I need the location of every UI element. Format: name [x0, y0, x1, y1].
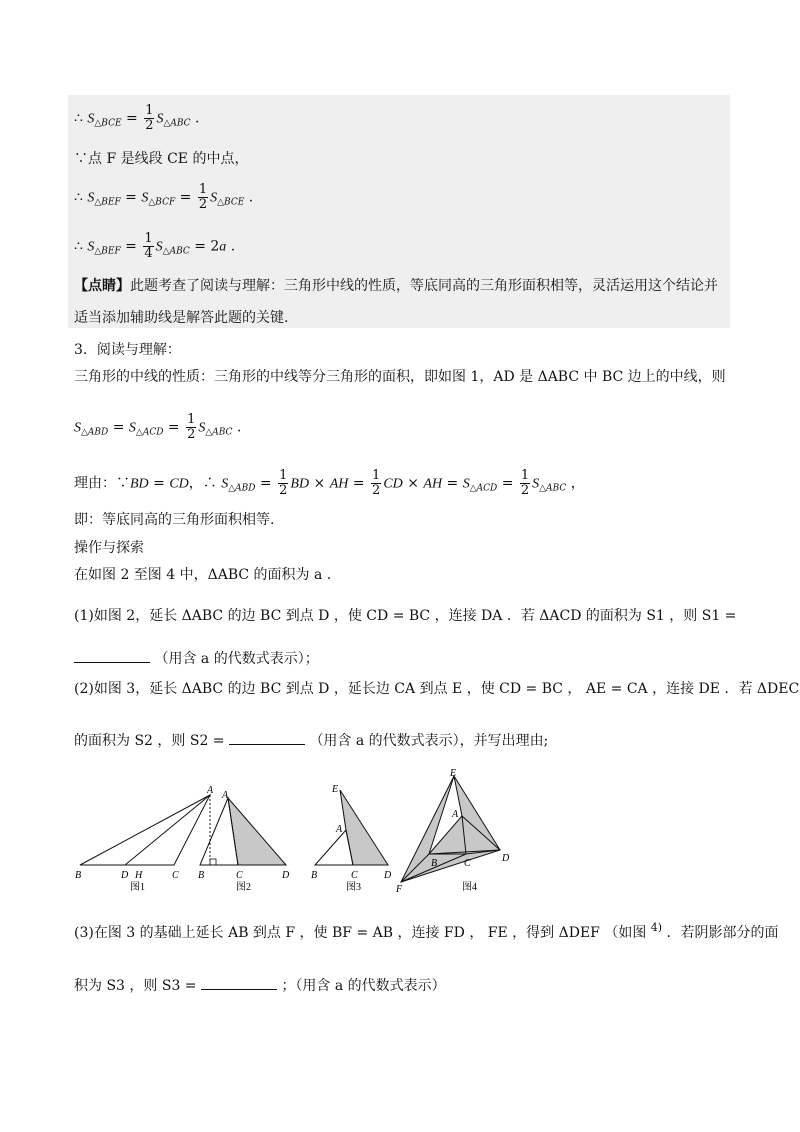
fig3-label-b: B [311, 870, 318, 881]
solution-line-2: ∵点 F 是线段 CE 的中点， [74, 151, 249, 167]
fig2-caption: 图2 [236, 882, 251, 893]
fig4-label-e: E [450, 768, 457, 779]
fig2-label-c: C [236, 870, 243, 881]
fig3-label-a: A [336, 824, 343, 835]
fig4-label-c: C [464, 858, 471, 869]
problem-p3: 理由：∵BD = CD，∴ $S_{\triangle ABD}$ = $\frac{1}{2}$ BD × AH = $\frac{1}{2}$ CD × AH = $S_{\triangle ACD}$ = $\frac{1}{2}$ $S_{\triangle ABC}$ ， [74, 468, 585, 498]
fig3-caption: 图3 [346, 882, 361, 893]
fig3-label-c: C [351, 870, 358, 881]
figure-3 [311, 784, 392, 893]
fig4-caption: 图4 [462, 882, 477, 893]
fig4-label-a: A [452, 809, 459, 820]
fig1-label-h: H [135, 870, 143, 881]
question-1-line-2: （用含 a 的代数式表示）； [74, 649, 319, 669]
problem-p2: $S_{\triangle ABD} = S_{\triangle ACD}$ = $\frac{1}{2}$ $S_{\triangle ABC}$ . [74, 412, 242, 442]
fig2-label-a: A [222, 790, 229, 801]
comment-line-2: 适当添加辅助线是解答此题的关键. [74, 310, 289, 326]
question-1-line-1: (1)如图 2，延长 ΔABC 的边 BC 到点 D ，使 CD = BC ，连接 DA ．若 ΔACD 的面积为 S1 ，则 S1 = [74, 608, 737, 624]
figure-4 [395, 768, 510, 895]
question-2-line-1: (2)如图 3，延长 ΔABC 的边 BC 到点 D ，延长边 CA 到点 E ，使 CD = BC ， AE = CA ，连接 DE ．若 ΔDEC [74, 681, 800, 697]
fig2-label-b: B [198, 870, 205, 881]
fig1-label-b: B [75, 870, 82, 881]
fig4-label-f: F [396, 884, 403, 895]
figures [70, 768, 530, 898]
fig1-label-a: A [207, 785, 214, 796]
fig3-label-d: D [384, 870, 392, 881]
solution-line-3: ∴ $S_{\triangle BEF} = S_{\triangle BCF}$ = $\frac{1}{2}$ $S_{\triangle BCE}$ . [74, 182, 254, 212]
solution-line-4: ∴ $S_{\triangle BEF}$ = $\frac{1}{4}$ $S_{\triangle ABC} = 2a$ . [74, 231, 236, 261]
fig4-label-d: D [502, 853, 510, 864]
figure-2 [198, 790, 290, 893]
answer-blank-1[interactable] [74, 650, 150, 663]
problem-p5: 操作与探索 [74, 540, 144, 556]
problem-p4: 即：等底同高的三角形面积相等. [74, 512, 275, 528]
question-3-line-1: (3)在图 3 的基础上延长 AB 到点 F ，使 BF = AB ，连接 FD ， FE ，得到 ΔDEF （如图 $^{4)}$ ．若阴影部分的面 [74, 921, 779, 941]
problem-p1: 三角形的中线的性质：三角形的中线等分三角形的面积，即如图 1，AD 是 ΔABC 中 BC 边上的中线，则 [74, 369, 726, 385]
fig1-label-d: D [121, 870, 129, 881]
problem-heading: 3．阅读与理解： [74, 342, 181, 358]
answer-blank-3[interactable] [201, 977, 277, 990]
fig2-label-d: D [282, 870, 290, 881]
fig4-label-b: B [431, 858, 438, 869]
question-3-line-2: 积为 S3 ，则 S3 = ；（用含 a 的代数式表示） [74, 978, 446, 994]
figure-1 [75, 785, 216, 893]
answer-blank-2[interactable] [229, 732, 305, 745]
solution-line-1: ∴ $S_{\triangle BCE}$ = $\frac{1}{2}$ $S_{\triangle ABC}$ . [74, 103, 200, 133]
fig1-caption: 图1 [130, 882, 145, 893]
fig3-label-e: E [332, 784, 339, 795]
comment-line-1: 【点睛】此题考查了阅读与理解：三角形中线的性质，等底同高的三角形面积相等，灵活运用这个结论并 [74, 278, 718, 294]
problem-p6: 在如图 2 至图 4 中，ΔABC 的面积为 a . [74, 567, 332, 583]
fig1-label-c: C [172, 870, 179, 881]
question-2-line-2: 的面积为 S2 ，则 S2 = （用含 a 的代数式表示），并写出理由; [74, 733, 549, 749]
